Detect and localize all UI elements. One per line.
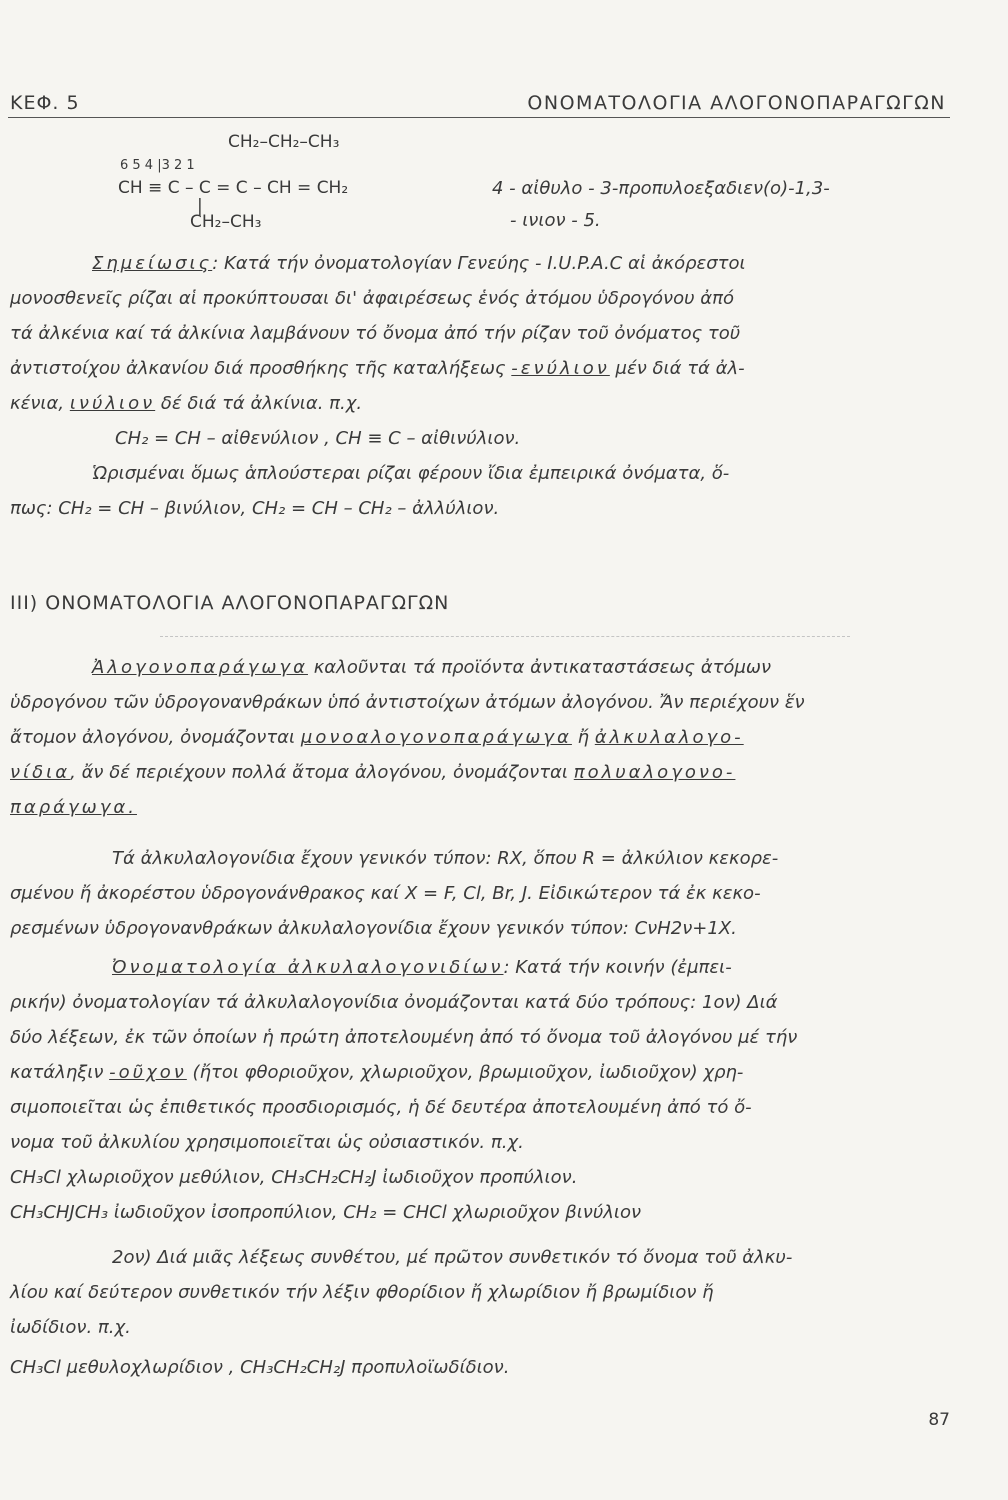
note-line-5	[10, 393, 362, 414]
suffix-ouchon: -οῦχον	[109, 1062, 187, 1083]
note-line-5-post: δέ διά τά ἀλκίνια. π.χ.	[160, 393, 363, 414]
method2-line-2: λίου καί δεύτερον συνθετικόν τήν λέξιν φθορίδιον ἤ χλωρίδιον ἤ βρωμίδιον ἤ	[10, 1282, 714, 1303]
nomenclature-line-2: ρικήν) ὀνοματολογίαν τά ἀλκυλαλογονίδια ὀνομάζονται κατά δύο τρόπους: 1ον) Διά	[10, 992, 778, 1013]
term-polyhalogen: πολυαλογονο-	[573, 762, 736, 783]
radical-examples: CH₂ = CH – αἰθενύλιον , CH ≡ C – αἰθινύλιον.	[115, 428, 521, 449]
note-line-7: Ὡρισμέναι ὅμως ἁπλούστεραι ρίζαι φέρουν ἴδια ἐμπειρικά ὀνόματα, ὅ-	[92, 463, 730, 484]
nomenclature-line-1-text: : Κατά τήν κοινήν (ἐμπει-	[503, 957, 732, 978]
nomenclature-line-1	[112, 957, 732, 978]
def-line-4-text: , ἄν δέ περιέχουν πολλά ἄτομα ἀλογόνου, ὀνομάζονται	[70, 762, 569, 783]
note-line-4-post: μέν διά τά ἀλ-	[615, 358, 745, 379]
term-monohalogen: μονοαλογονοπαράγωγα	[300, 727, 572, 748]
method2-line-1: 2ον) Διά μιᾶς λέξεως συνθέτου, μέ πρῶτον συνθετικόν τό ὄνομα τοῦ ἀλκυ-	[112, 1247, 793, 1268]
nomenclature-line-3: δύο λέξεων, ἐκ τῶν ὁποίων ἡ πρώτη ἀποτελουμένη ἀπό τό ὄνομα τοῦ ἀλογόνου μέ τήν	[10, 1027, 798, 1048]
term-polyhalogen-end: παράγωγα.	[10, 797, 137, 818]
nomenclature-line-5: σιμοποιεῖται ὡς ἐπιθετικός προσδιορισμός, ἡ δέ δευτέρα ἀποτελουμένη ἀπό τό ὄ-	[10, 1097, 752, 1118]
def-line-5	[10, 797, 137, 818]
formula-line-3: ρεσμένων ὑδρογονανθράκων ἀλκυλαλογονίδια ἔχουν γενικόν τύπον: CνH2ν+1X.	[10, 918, 737, 939]
suffix-enylion: -ενύλιον	[511, 358, 610, 379]
structure-numbering: 6 5 4 |3 2 1	[120, 158, 195, 173]
note-line-3: τά ἀλκένια καί τά ἀλκίνια λαμβάνουν τό ὄνομα ἀπό τήν ρίζαν τοῦ ὀνόματος τοῦ	[10, 323, 741, 344]
nomenclature-line-4-post: (ἤτοι φθοριοῦχον, χλωριοῦχον, βρωμιοῦχον, ἰωδιοῦχον) χρη-	[192, 1062, 744, 1083]
term-nomenclature: Ὀνοματολογία ἀλκυλαλογονιδίων	[112, 957, 504, 978]
def-line-2: ὑδρογόνου τῶν ὑδρογονανθράκων ὑπό ἀντιστοίχων ἀτόμων ἀλογόνου. Ἄν περιέχουν ἕν	[10, 692, 805, 713]
structure-bottom-chain: CH₂–CH₃	[190, 212, 262, 232]
header-rule	[8, 117, 950, 118]
def-line-3	[10, 727, 744, 748]
note-line-4	[10, 358, 745, 379]
section-heading: III) ΟΝΟΜΑΤΟΛΟΓΙΑ ΑΛΟΓΟΝΟΠΑΡΑΓΩΓΩΝ	[10, 592, 450, 614]
formula-line-2: σμένου ἤ ἀκορέστου ὑδρογονάνθρακος καί X = F, Cl, Br, J. Εἰδικώτερον τά ἐκ κεκο-	[10, 883, 761, 904]
method2-example: CH₃Cl μεθυλοχλωρίδιον , CH₃CH₂CH₂J προπυλοϊωδίδιον.	[10, 1357, 510, 1378]
term-alkylhalide: ἀλκυλαλογο-	[594, 727, 744, 748]
def-line-1-text: καλοῦνται τά προϊόντα ἀντικαταστάσεως ἀτόμων	[313, 657, 772, 678]
example-line-2: CH₃CHJCH₃ ἰωδιοῦχον ἰσοπροπύλιον, CH₂ = CHCl χλωριοῦχον βινύλιον	[10, 1202, 642, 1223]
page-header-title: ΟΝΟΜΑΤΟΛΟΓΙΑ ΑΛΟΓΟΝΟΠΑΡΑΓΩΓΩΝ	[527, 92, 946, 114]
def-line-3-mid: ἤ	[577, 727, 590, 748]
def-line-1	[92, 657, 771, 678]
section-divider	[160, 636, 850, 637]
def-line-4	[10, 762, 735, 783]
note-label: Σημείωσις	[92, 253, 213, 274]
nomenclature-line-6: νομα τοῦ ἀλκυλίου χρησιμοποιεῖται ὡς οὐσιαστικόν. π.χ.	[10, 1132, 524, 1153]
page-number: 87	[928, 1410, 950, 1430]
note-line-2: μονοσθενεῖς ρίζαι αἱ προκύπτουσαι δι' ἀφαιρέσεως ἑνός ἀτόμου ὑδρογόνου ἀπό	[10, 288, 734, 309]
nomenclature-line-4	[10, 1062, 743, 1083]
chapter-label: ΚΕΦ. 5	[10, 92, 80, 114]
compound-name-line1: 4 - αἰθυλο - 3-προπυλοεξαδιεν(ο)-1,3-	[492, 178, 830, 199]
structure-top-chain: CH₂–CH₂–CH₃	[228, 132, 340, 152]
nomenclature-line-4-pre: κατάληξιν	[10, 1062, 104, 1083]
example-line-1: CH₃Cl χλωριοῦχον μεθύλιον, CH₃CH₂CH₂J ἰωδιοῦχον προπύλιον.	[10, 1167, 578, 1188]
structure-main-chain: CH ≡ C – C = C – CH = CH₂	[118, 178, 349, 198]
method2-line-3: ἰωδίδιον. π.χ.	[10, 1317, 131, 1338]
term-alkylhalide-end: νίδια	[10, 762, 71, 783]
note-line-8: πως: CH₂ = CH – βινύλιον, CH₂ = CH – CH₂ – ἀλλύλιον.	[10, 498, 500, 519]
note-line-1	[92, 253, 746, 274]
note-line-1-text: : Κατά τήν ὀνοματολογίαν Γενεύης - I.U.P.A.C αἱ ἀκόρεστοι	[212, 253, 746, 274]
note-line-4-pre: ἀντιστοίχου ἀλκανίου διά προσθήκης τῆς καταλήξεως	[10, 358, 506, 379]
def-line-3-pre: ἄτομον ἀλογόνου, ὀνομάζονται	[10, 727, 296, 748]
note-line-5-pre: κένια,	[10, 393, 65, 414]
term-halogen-derivatives: Ἀλογονοπαράγωγα	[92, 657, 308, 678]
formula-line-1: Τά ἀλκυλαλογονίδια ἔχουν γενικόν τύπον: RX, ὅπου R = ἀλκύλιον κεκορε-	[112, 848, 779, 869]
structure-branch-bar: |	[197, 196, 203, 216]
compound-name-line2: - ινιον - 5.	[510, 210, 601, 231]
suffix-inylion: ινύλιον	[69, 393, 156, 414]
